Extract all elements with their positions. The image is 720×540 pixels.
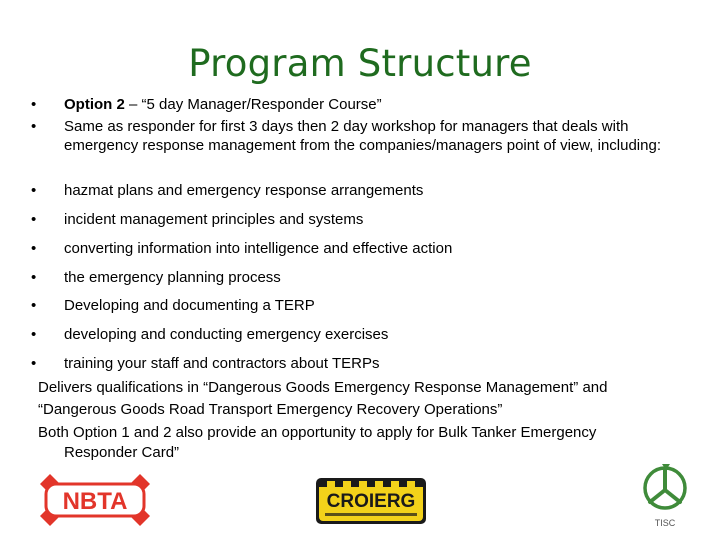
list-item: Developing and documenting a TERP xyxy=(64,297,315,314)
qualifications-line-2: “Dangerous Goods Road Transport Emergency Recovery Operations” xyxy=(38,401,503,418)
bullet-marker: • xyxy=(31,118,37,135)
qualifications-paragraph xyxy=(38,377,698,421)
page-title: Program Structure xyxy=(188,42,532,85)
tisc-logo-text: TISC xyxy=(654,518,676,528)
both-options-line-1: Both Option 1 and 2 also provide an opportunity to apply for Bulk Tanker Emergency xyxy=(38,424,597,441)
list-item: developing and conducting emergency exercises xyxy=(64,326,389,343)
nbta-logo-text: NBTA xyxy=(62,488,128,515)
list-item: hazmat plans and emergency response arrangements xyxy=(64,182,424,199)
both-options-line-2: Responder Card” xyxy=(64,444,180,461)
bullet-marker: • xyxy=(31,355,37,372)
list-item: the emergency planning process xyxy=(64,269,281,286)
option2-course: – “5 day Manager/Responder Course” xyxy=(124,96,382,113)
option2-intro: Same as responder for first 3 days then 2 day workshop for managers that deals with emergency response management from the companies/managers point of view, including: xyxy=(64,118,661,154)
bullet-marker: • xyxy=(31,211,37,228)
tisc-logo xyxy=(640,460,690,530)
nbta-logo xyxy=(36,470,154,530)
list-item: converting information into intelligence and effective action xyxy=(64,240,453,257)
bullet-marker: • xyxy=(31,269,37,286)
list-item: incident management principles and systems xyxy=(64,211,364,228)
bullet-marker: • xyxy=(31,96,37,113)
bullet-marker: • xyxy=(31,297,37,314)
list-item: training your staff and contractors about TERPs xyxy=(64,355,380,372)
bullet-marker: • xyxy=(31,326,37,343)
croierg-logo-text: CROIERG xyxy=(326,491,416,512)
bullet-marker: • xyxy=(31,182,37,199)
option2-heading xyxy=(64,95,704,114)
option2-label: Option 2 xyxy=(64,96,125,113)
croierg-logo xyxy=(315,477,427,525)
qualifications-line-1: Delivers qualifications in “Dangerous Goods Emergency Response Management” and xyxy=(38,379,608,396)
both-options-paragraph xyxy=(38,423,698,463)
bullet-marker: • xyxy=(31,240,37,257)
